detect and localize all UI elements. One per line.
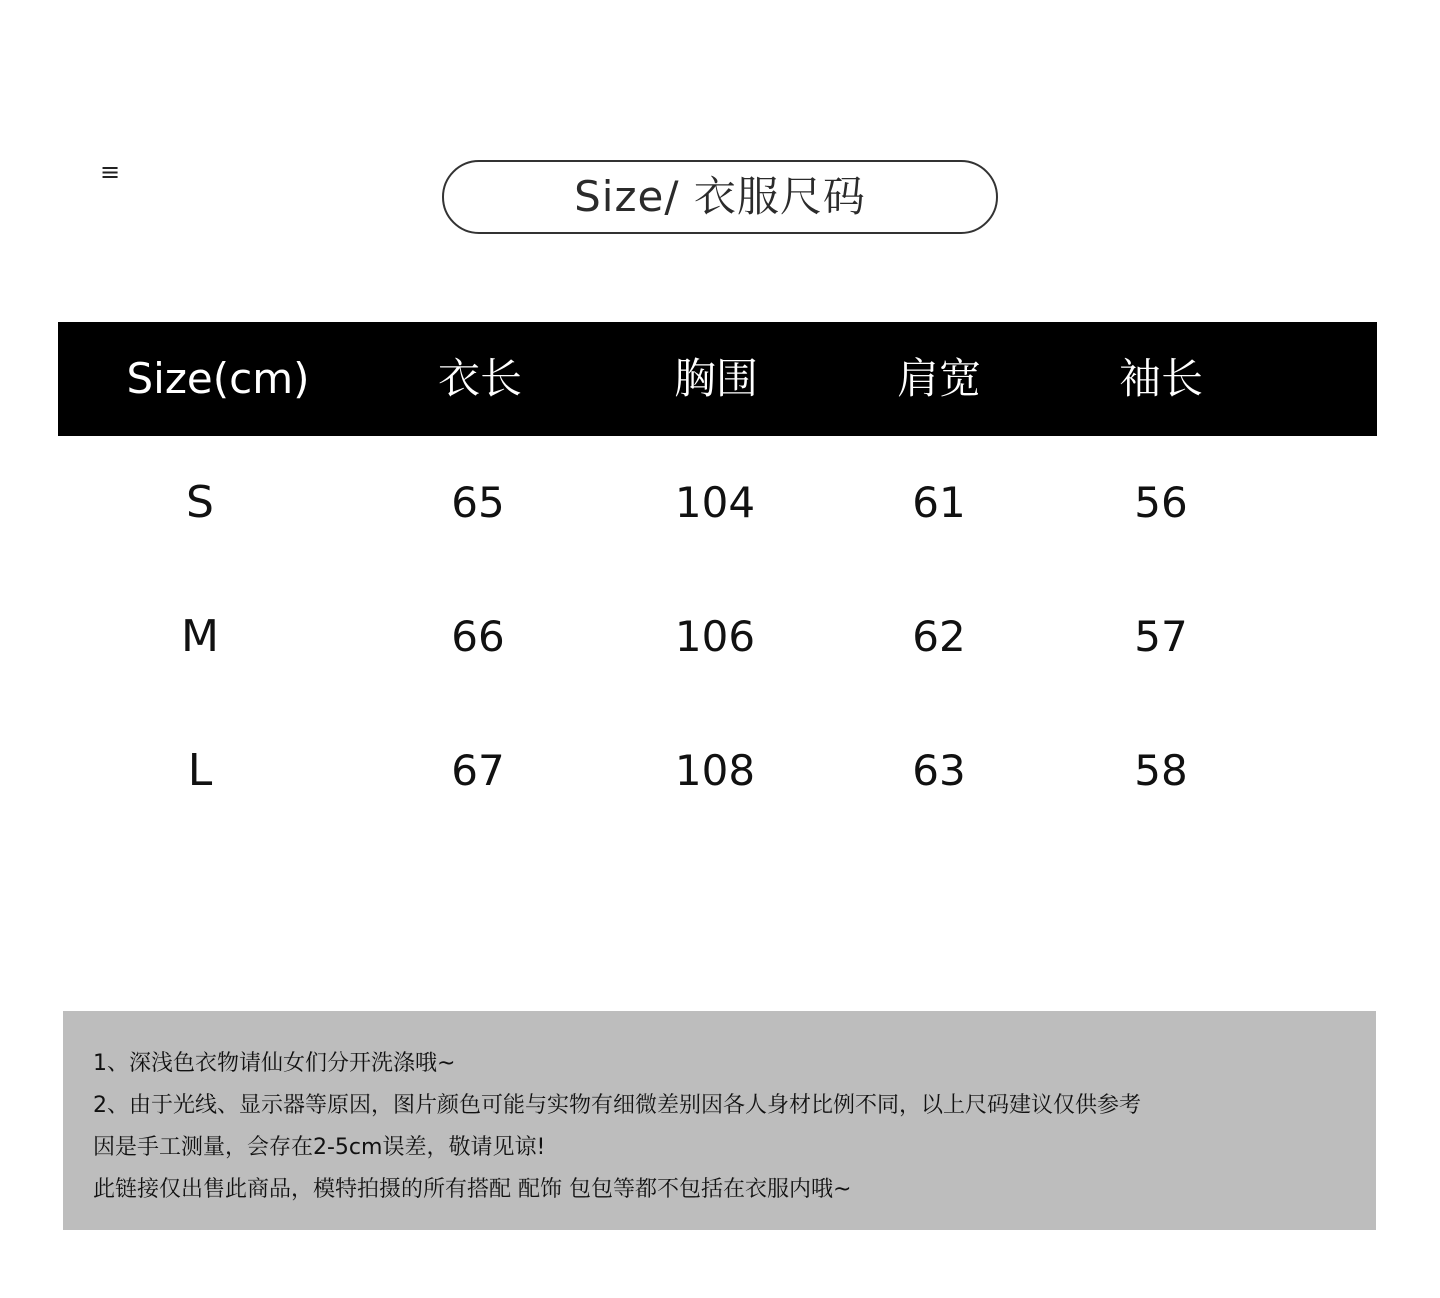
shoulder-value: 61 <box>912 478 966 527</box>
length-value: 67 <box>451 746 505 795</box>
header-shoulder: 肩宽 <box>896 354 981 403</box>
header-size: Size(cm) <box>126 354 310 403</box>
note-line: 2、由于光线、显示器等原因，图片颜色可能与实物有细微差别因各人身材比例不同，以上尺码建议仅供参考 <box>93 1093 1142 1118</box>
header-sleeve: 袖长 <box>1118 354 1203 403</box>
note-line: 因是手工测量，会存在2-5cm误差，敬请见谅! <box>93 1135 546 1160</box>
table-header-row <box>58 322 1377 436</box>
table-row <box>58 436 1377 570</box>
chest-value: 106 <box>674 612 756 661</box>
table-row <box>58 570 1377 704</box>
note-line: 此链接仅出售此商品，模特拍摄的所有搭配 配饰 包包等都不包括在衣服内哦~ <box>93 1177 852 1202</box>
header-chest: 胸围 <box>673 354 758 403</box>
title-pill <box>442 160 998 234</box>
notes-box <box>63 1011 1376 1230</box>
menu-icon[interactable]: ≡ <box>100 158 121 186</box>
size-label: L <box>187 745 213 796</box>
page-title: Size/ 衣服尺码 <box>574 172 866 221</box>
shoulder-value: 62 <box>912 612 966 661</box>
chest-value: 108 <box>674 746 756 795</box>
shoulder-value: 63 <box>912 746 966 795</box>
chest-value: 104 <box>674 478 756 527</box>
header-length: 衣长 <box>437 354 522 403</box>
sleeve-value: 56 <box>1134 478 1188 527</box>
length-value: 66 <box>451 612 505 661</box>
size-label: S <box>186 477 214 528</box>
note-line: 1、深浅色衣物请仙女们分开洗涤哦~ <box>93 1051 456 1076</box>
sleeve-value: 57 <box>1134 612 1188 661</box>
table-row <box>58 704 1377 838</box>
size-label: M <box>181 611 219 662</box>
size-table <box>58 322 1377 838</box>
length-value: 65 <box>451 478 505 527</box>
sleeve-value: 58 <box>1134 746 1188 795</box>
